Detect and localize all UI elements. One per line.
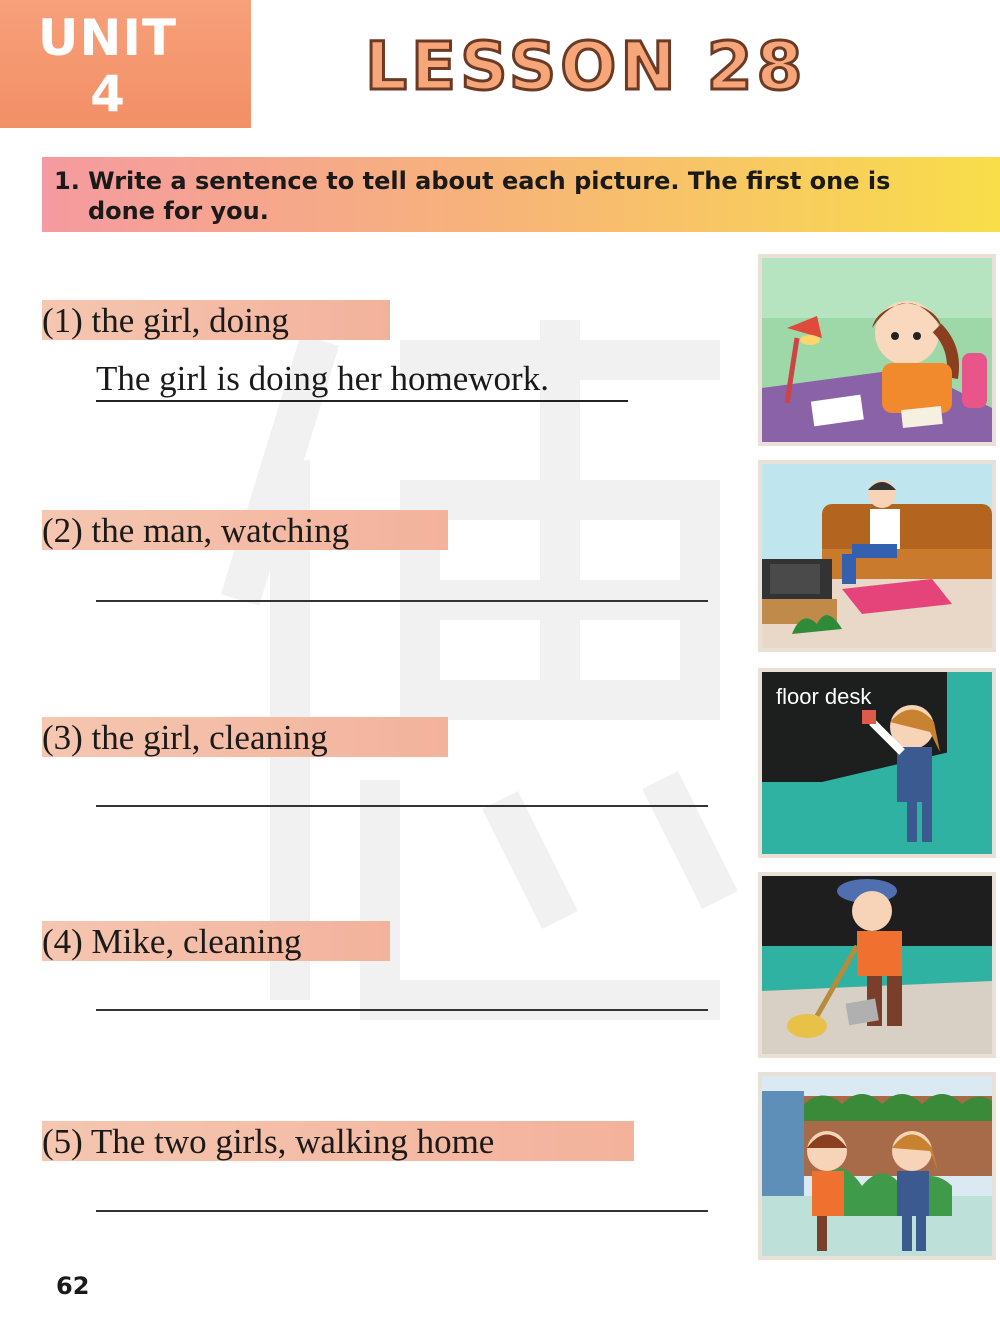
item-label-4: (4) Mike, cleaning [42,921,390,961]
blackboard-text: floor desk [776,684,872,709]
unit-word: UNIT [37,9,178,67]
item-label-5: (5) The two girls, walking home [42,1121,634,1161]
answer-line-3[interactable] [96,805,708,807]
background-watermark [200,300,760,1020]
answer-line-5[interactable] [96,1210,708,1212]
unit-badge [0,0,251,128]
example-answer: The girl is doing her homework. [96,358,628,402]
item-label-3: (3) the girl, cleaning [42,717,448,757]
picture-man-watching-tv [758,460,996,652]
lesson-title: LESSON 28 [365,28,807,105]
page-number: 62 [56,1272,90,1300]
unit-number: 4 [90,65,125,123]
item-label-1: (1) the girl, doing [42,300,390,340]
answer-line-2[interactable] [96,600,708,602]
instruction-text [54,166,954,226]
answer-line-4[interactable] [96,1009,708,1011]
picture-two-girls-walking [758,1072,996,1260]
item-label-2: (2) the man, watching [42,510,448,550]
instruction-line-1: 1. Write a sentence to tell about each picture. The first one is [54,167,891,195]
instruction-line-2: done for you. [88,197,269,225]
picture-girl-cleaning-blackboard [758,668,996,858]
picture-mike-sweeping [758,872,996,1058]
picture-girl-homework [758,254,996,446]
